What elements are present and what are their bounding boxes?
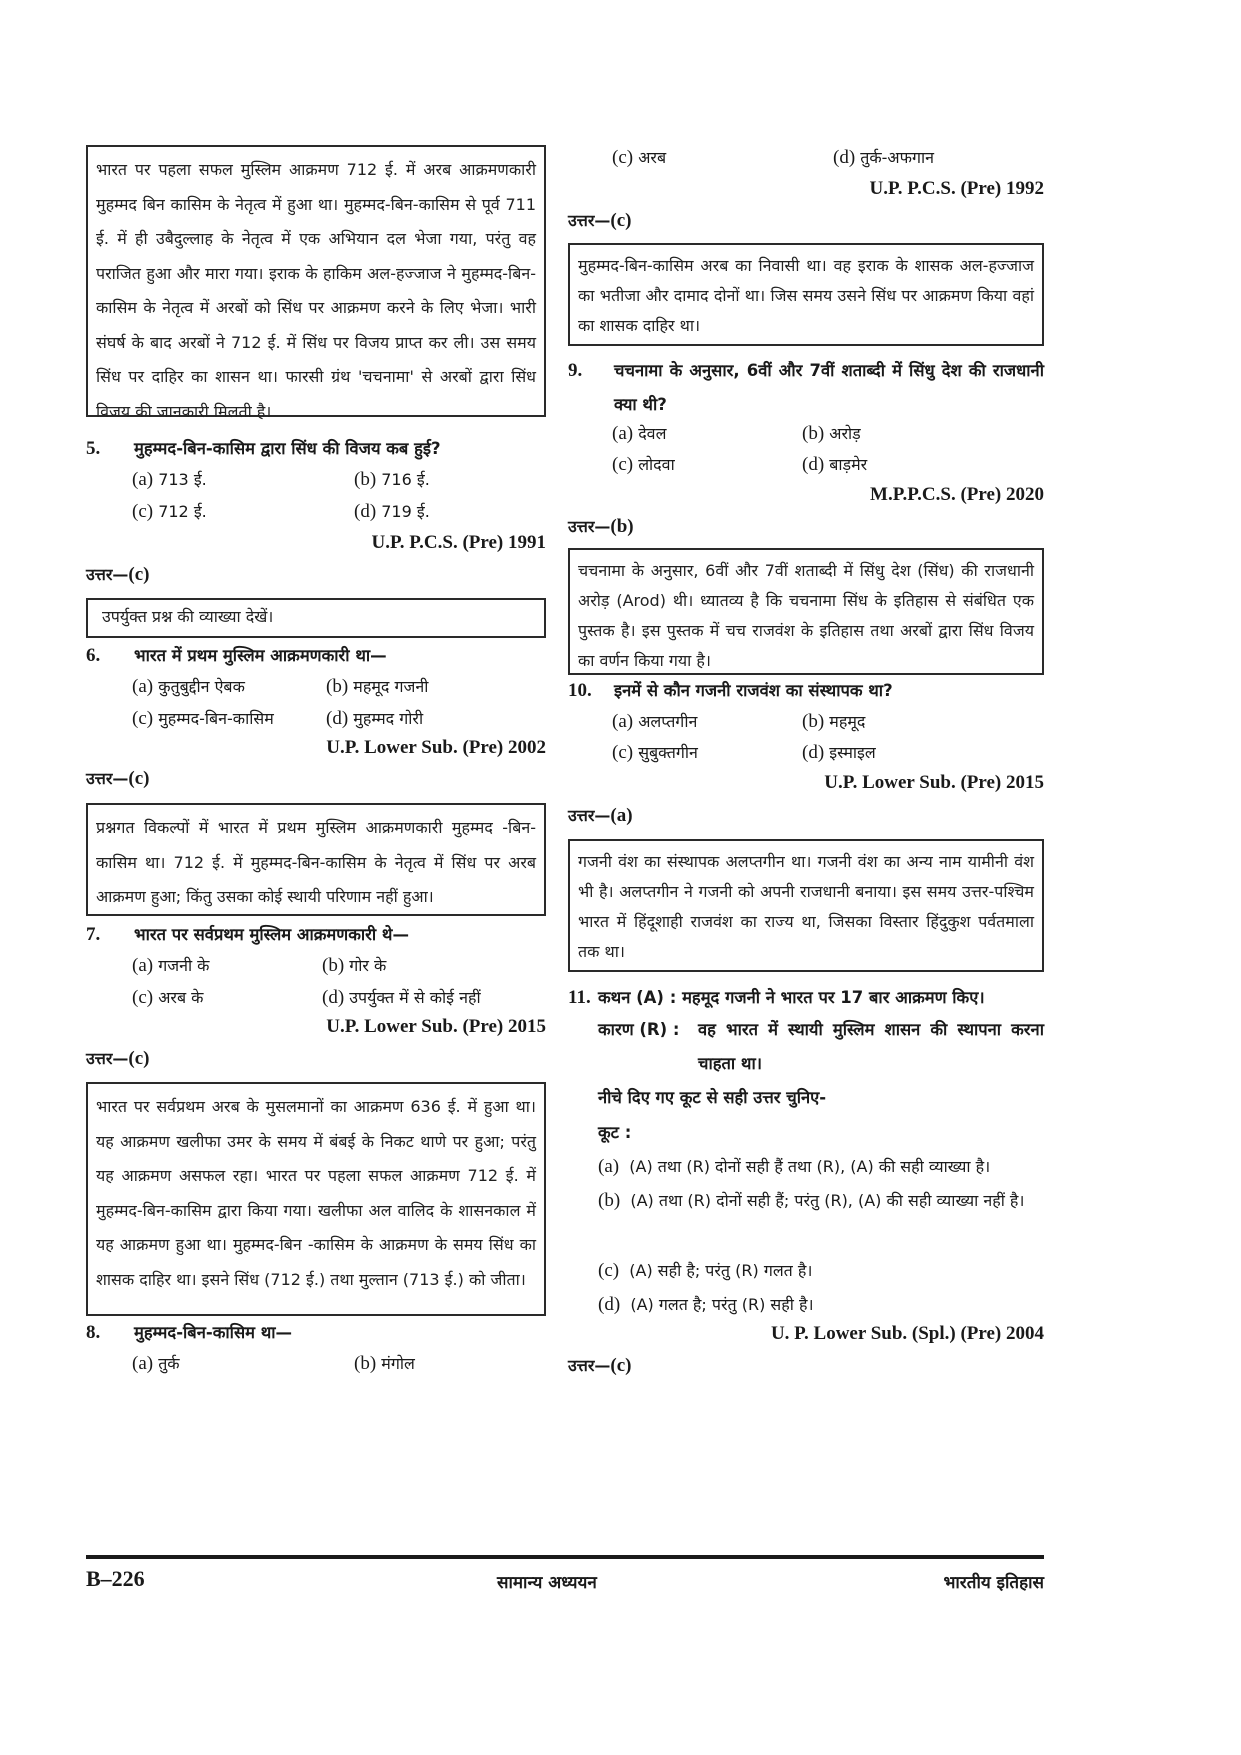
option-d: (d) (A) गलत है; परंतु (R) सही है। [598, 1294, 814, 1315]
answer-label: उत्तर—(c) [568, 210, 632, 231]
option-c: (c) सुबुक्तगीन [612, 742, 698, 763]
option-c: (c) मुहम्मद-बिन-कासिम [132, 708, 274, 729]
page-number: B–226 [86, 1566, 145, 1591]
answer-label: उत्तर—(a) [568, 805, 633, 826]
option-a: (a) अलप्तगीन [612, 711, 698, 732]
option-c: (c) 712 ई. [132, 501, 207, 522]
option-b: (b) (A) तथा (R) दोनों सही हैं; परंतु (R), (A) की सही व्याख्या नहीं है। [598, 1190, 1025, 1211]
footer-center-title: सामान्य अध्ययन [497, 1573, 597, 1593]
option-d: (d) मुहम्मद गोरी [326, 708, 424, 729]
answer-label: उत्तर—(c) [86, 564, 150, 585]
option-a: (a) तुर्क [132, 1353, 180, 1374]
option-b: (b) मंगोल [354, 1353, 415, 1374]
question-11-assertion: 11. कथन (A) : महमूद गजनी ने भारत पर 17 बार आक्रमण किए। [568, 987, 985, 1008]
question-7: 7. भारत पर सर्वप्रथम मुस्लिम आक्रमणकारी थे— [86, 924, 409, 945]
answer-label: उत्तर—(c) [86, 1048, 150, 1069]
option-d: (d) तुर्क-अफगान [833, 147, 935, 168]
option-b: (b) महमूद गजनी [326, 676, 429, 697]
option-c: (c) लोदवा [612, 454, 675, 475]
option-d: (d) बाड़मेर [802, 454, 868, 475]
option-a: (a) गजनी के [132, 955, 210, 976]
question-5 [86, 432, 546, 466]
question-6: 6. भारत में प्रथम मुस्लिम आक्रमणकारी था— [86, 645, 387, 666]
question-text: मुहम्मद-बिन-कासिम द्वारा सिंध की विजय कब हुई? [134, 439, 441, 458]
option-c: (c) अरब [612, 147, 667, 168]
explanation-text: भारत पर पहला सफल मुस्लिम आक्रमण 712 ई. में अरब आक्रमणकारी मुहम्मद बिन कासिम के नेतृत्व में हुआ था। मुहम्मद-बिन-कासिम से पूर्व 711 ई. में ही उबैदुल्लाह के नेतृत्व में एक अभियान दल भेजा गया, परंतु वह पराजित हुआ और मारा गया। इराक के हाकिम अल-हज्जाज ने मुहम्मद-बिन-कासिम के नेतृत्व में अरबों को सिंध पर आक्रमण करने के लिए भेजा। भारी संघर्ष के बाद अरबों ने 712 ई. में सिंध पर विजय प्राप्त कर ली। उस समय सिंध पर दाहिर का शासन था। फारसी ग्रंथ 'चचनामा' से अरबों द्वारा सिंध विजय की जानकारी मिलती है। [96, 160, 536, 421]
option-d: (d) उपर्युक्त में से कोई नहीं [322, 987, 481, 1008]
option-c: (c) (A) सही है; परंतु (R) गलत है। [598, 1260, 813, 1281]
instruction-text: नीचे दिए गए कूट से सही उत्तर चुनिए- [598, 1088, 827, 1107]
exam-source: U.P. P.C.S. (Pre) 1992 [869, 178, 1044, 199]
q5-explanation-box: उपर्युक्त प्रश्न की व्याख्या देखें। [86, 598, 546, 638]
option-b: (b) 716 ई. [354, 469, 430, 490]
exam-source: M.P.P.C.S. (Pre) 2020 [870, 484, 1044, 505]
option-a: (a) 713 ई. [132, 469, 207, 490]
answer-label: उत्तर—(b) [568, 516, 634, 537]
exam-source: U.P. P.C.S. (Pre) 1991 [371, 532, 546, 553]
q9-explanation-box: चचनामा के अनुसार, 6वीं और 7वीं शताब्दी में सिंधु देश (सिंध) की राजधानी अरोड़ (Arod) थी। ध्यातव्य है कि चचनामा सिंध के इतिहास से संबंधित एक पुस्तक है। इस पुस्तक में चच राजवंश के इतिहास तथा अरबों द्वारा सिंध विजय का वर्णन किया गया है। [568, 548, 1044, 675]
answer-label: उत्तर—(c) [568, 1355, 632, 1376]
option-a: (a) कुतुबुद्दीन ऐबक [132, 676, 245, 697]
footer-right-title: भारतीय इतिहास [943, 1573, 1044, 1593]
exam-source: U.P. Lower Sub. (Pre) 2002 [326, 737, 546, 758]
option-d: (d) इस्माइल [802, 742, 876, 763]
option-d: (d) 719 ई. [354, 501, 430, 522]
question-number: 5. [86, 438, 101, 459]
code-label: कूट : [598, 1123, 632, 1142]
exam-source: U. P. Lower Sub. (Spl.) (Pre) 2004 [770, 1323, 1044, 1344]
option-b: (b) गोर के [322, 955, 387, 976]
option-b: (b) अरोड़ [802, 423, 861, 444]
question-10: 10. इनमें से कौन गजनी राजवंश का संस्थापक था? [568, 680, 893, 701]
intro-explanation-box [86, 145, 546, 421]
answer-label: उत्तर—(c) [86, 768, 150, 789]
q8-explanation-box: मुहम्मद-बिन-कासिम अरब का निवासी था। वह इराक के शासक अल-हज्जाज का भतीजा और दामाद दोनों था। जिस समय उसने सिंध पर आक्रमण किया वहां का शासक दाहिर था। [568, 243, 1044, 346]
question-8: 8. मुहम्मद-बिन-कासिम था— [86, 1322, 293, 1343]
option-a: (a) देवल [612, 423, 667, 444]
q7-explanation-box: भारत पर सर्वप्रथम अरब के मुसलमानों का आक्रमण 636 ई. में हुआ था। यह आक्रमण खलीफा उमर के समय में बंबई के निकट थाणे पर हुआ; परंतु यह आक्रमण असफल रहा। भारत पर पहला सफल आक्रमण 712 ई. में मुहम्मद-बिन-कासिम द्वारा किया गया। खलीफा अल वालिद के शासनकाल में यह आक्रमण हुआ था। मुहम्मद-बिन -कासिम के आक्रमण के समय सिंध का शासक दाहिर था। इसने सिंध (712 ई.) तथा मुल्तान (713 ई.) को जीता। [86, 1082, 546, 1316]
option-b: (b) महमूद [802, 711, 866, 732]
option-a: (a) (A) तथा (R) दोनों सही हैं तथा (R), (A) की सही व्याख्या है। [598, 1156, 991, 1177]
exam-source: U.P. Lower Sub. (Pre) 2015 [326, 1016, 546, 1037]
footer-divider [86, 1555, 1044, 1559]
question-9: 9. चचनामा के अनुसार, 6वीं और 7वीं शताब्दी में सिंधु देश की राजधानी क्या थी? [568, 360, 1044, 414]
option-c: (c) अरब के [132, 987, 204, 1008]
question-11-reason: कारण (R) : वह भारत में स्थायी मुस्लिम शासन की स्थापना करना चाहता था। [598, 1020, 1044, 1073]
q10-explanation-box: गजनी वंश का संस्थापक अलप्तगीन था। गजनी वंश का अन्य नाम यामीनी वंश भी है। अलप्तगीन ने गजनी को अपनी राजधानी बनाया। इस समय उत्तर-पश्चिम भारत में हिंदूशाही राजवंश का राज्य था, जिसका विस्तार हिंदुकुश पर्वतमाला तक था। [568, 839, 1044, 972]
q6-explanation-box: प्रश्नगत विकल्पों में भारत में प्रथम मुस्लिम आक्रमणकारी मुहम्मद -बिन-कासिम था। 712 ई. में मुहम्मद-बिन-कासिम के नेतृत्व में सिंध पर अरब आक्रमण हुआ; किंतु उसका कोई स्थायी परिणाम नहीं हुआ। [86, 803, 546, 916]
exam-source: U.P. Lower Sub. (Pre) 2015 [824, 772, 1044, 793]
